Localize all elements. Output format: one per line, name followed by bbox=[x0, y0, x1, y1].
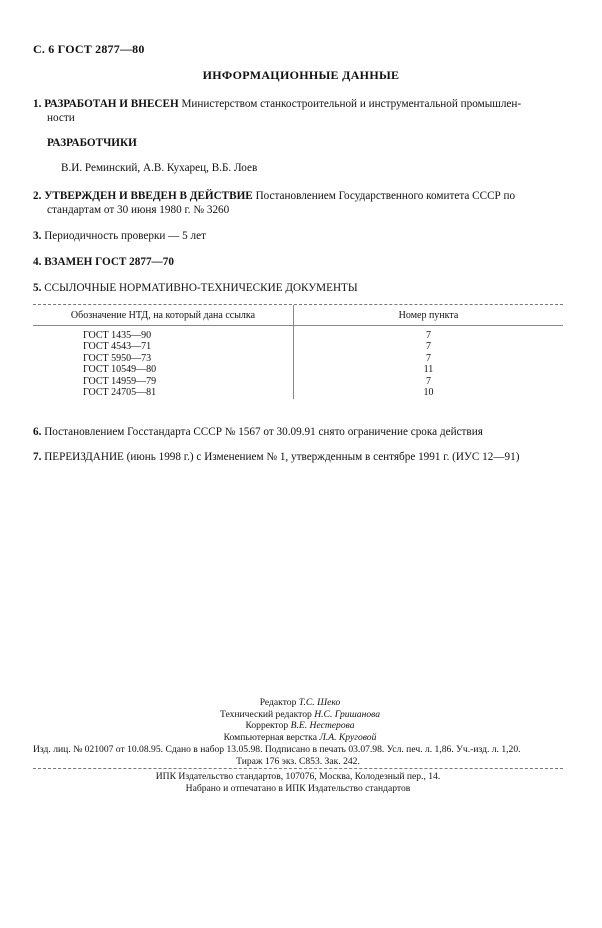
editor-role: Технический редактор bbox=[219, 708, 312, 720]
developers-heading: РАЗРАБОТЧИКИ bbox=[47, 137, 137, 149]
section-lead: РАЗРАБОТАН И ВНЕСЕН bbox=[44, 98, 179, 110]
document-cell: ГОСТ 5950—73 bbox=[83, 352, 152, 364]
section-3 bbox=[33, 229, 206, 243]
editor-line bbox=[150, 709, 450, 721]
point-cell: 7 bbox=[294, 353, 564, 365]
section-text: ВЗАМЕН ГОСТ 2877—70 bbox=[44, 256, 174, 268]
point-cell: 11 bbox=[294, 364, 564, 376]
section-number: 3. bbox=[33, 230, 42, 242]
section-1 bbox=[33, 97, 573, 125]
section-text: Министерством станкостроительной и инструментальной промышлен- bbox=[181, 98, 522, 110]
section-number: 4. bbox=[33, 256, 42, 268]
document-cell: ГОСТ 24705—81 bbox=[83, 387, 157, 399]
page-title: ИНФОРМАЦИОННЫЕ ДАННЫЕ bbox=[202, 68, 400, 82]
section-text: ПЕРЕИЗДАНИЕ (июнь 1998 г.) с Изменением № 1, утвержденным в сентябре 1991 г. (ИУС 12—91) bbox=[44, 451, 520, 463]
section-text: Периодичность проверки — 5 лет bbox=[44, 230, 206, 242]
section-6 bbox=[33, 425, 573, 439]
point-cell: 7 bbox=[294, 330, 564, 342]
table-row bbox=[33, 376, 563, 388]
section-2 bbox=[33, 189, 573, 217]
editor-role: Редактор bbox=[259, 697, 297, 708]
table-header-row bbox=[33, 305, 563, 326]
point-cell: 7 bbox=[294, 376, 564, 388]
section-4 bbox=[33, 255, 174, 269]
section-text: Постановлением Государственного комитета СССР по bbox=[255, 190, 516, 202]
imprint-line-2: Тираж 176 экз. С853. Зак. 242. bbox=[236, 756, 360, 767]
editor-role: Корректор bbox=[245, 720, 289, 732]
editor-role: Компьютерная верстка bbox=[223, 731, 317, 743]
column-header-document: Обозначение НТД, на который дана ссылка bbox=[33, 305, 294, 326]
section-number: 2. bbox=[33, 190, 42, 202]
section-lead: УТВЕРЖДЕН И ВВЕДЕН В ДЕЙСТВИЕ bbox=[44, 190, 253, 202]
section-7 bbox=[33, 450, 578, 464]
section-text-continued: ности bbox=[47, 112, 75, 124]
table-row bbox=[33, 387, 563, 399]
imprint-line-3: ИПК Издательство стандартов, 107076, Москва, Колодезный пер., 14. bbox=[155, 771, 441, 782]
section-number: 7. bbox=[33, 451, 42, 463]
section-text: Постановлением Госстандарта СССР № 1567 от 30.09.91 снято ограничение срока действия bbox=[44, 426, 483, 438]
developers-names: В.И. Реминский, А.В. Кухарец, В.Б. Лоев bbox=[61, 162, 258, 174]
imprint-line-4: Набрано и отпечатано в ИПК Издательство стандартов bbox=[185, 783, 411, 794]
table-row bbox=[33, 353, 563, 365]
editor-line bbox=[150, 697, 450, 709]
imprint-rule bbox=[33, 768, 563, 769]
column-header-point: Номер пункта bbox=[294, 305, 564, 326]
references-table bbox=[33, 305, 563, 399]
section-number: 6. bbox=[33, 426, 42, 438]
point-cell: 10 bbox=[294, 387, 564, 399]
editor-line bbox=[150, 720, 450, 732]
table-row bbox=[33, 364, 563, 376]
document-cell: ГОСТ 14959—79 bbox=[83, 375, 157, 387]
table-row bbox=[33, 330, 563, 342]
editor-name: Н.С. Гришанова bbox=[314, 708, 381, 720]
editor-line bbox=[150, 732, 450, 744]
editor-name: В.Е. Нестерова bbox=[290, 720, 355, 732]
section-number: 1. bbox=[33, 98, 42, 110]
section-text: ССЫЛОЧНЫЕ НОРМАТИВНО-ТЕХНИЧЕСКИЕ ДОКУМЕНТЫ bbox=[44, 282, 358, 294]
page-header: С. 6 ГОСТ 2877—80 bbox=[33, 42, 145, 56]
point-cell: 7 bbox=[294, 341, 564, 353]
document-cell: ГОСТ 1435—90 bbox=[83, 329, 152, 341]
section-text-continued: стандартам от 30 июня 1980 г. № 3260 bbox=[47, 204, 230, 216]
imprint-line-1: Изд. лиц. № 021007 от 10.08.95. Сдано в набор 13.05.98. Подписано в печать 03.07.98. Усл. печ. л. 1,86. Уч.-изд. л. 1,20. bbox=[33, 744, 521, 755]
section-5 bbox=[33, 281, 358, 295]
editor-name: Т.С. Шеко bbox=[298, 697, 341, 708]
section-number: 5. bbox=[33, 282, 42, 294]
editors-block bbox=[150, 697, 450, 743]
editor-name: Л.А. Круговой bbox=[319, 731, 377, 743]
document-cell: ГОСТ 10549—80 bbox=[83, 364, 157, 376]
table-row bbox=[33, 341, 563, 353]
document-cell: ГОСТ 4543—71 bbox=[83, 341, 152, 353]
